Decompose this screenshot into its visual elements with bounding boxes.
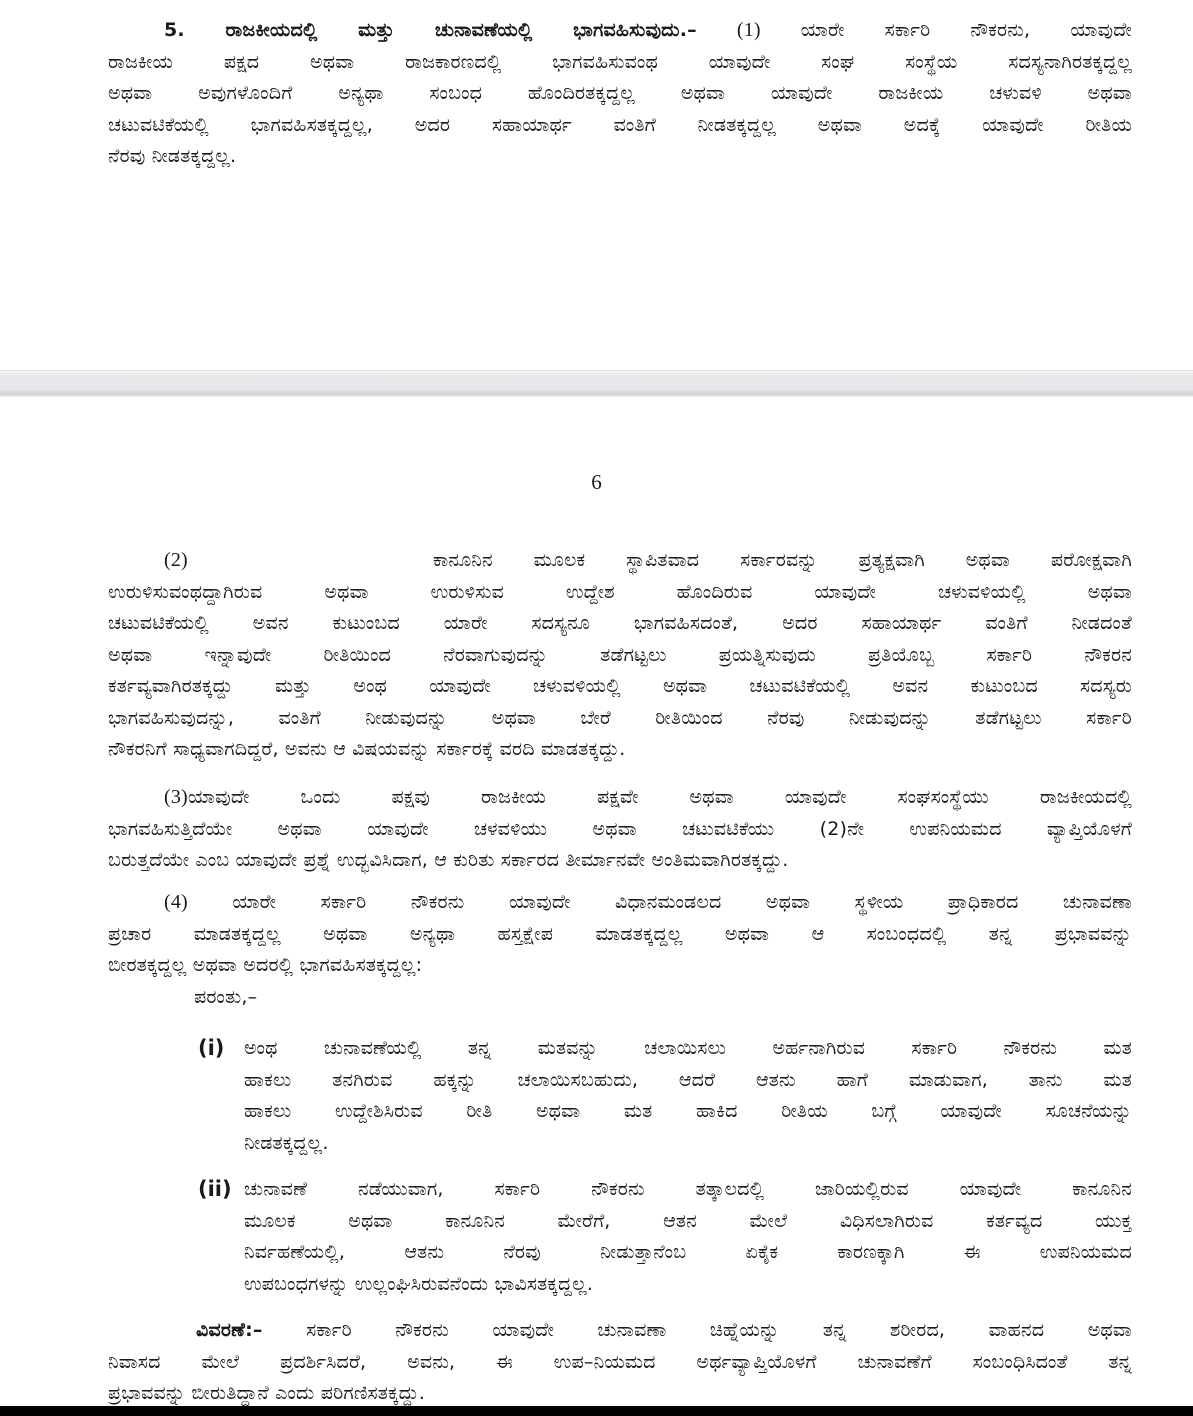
- subclause-number: (2): [164, 549, 188, 571]
- explanation-first-line: [108, 1315, 1132, 1347]
- text-line: ಭಾಗವಹಿಸುವುದನ್ನು, ವಂತಿಗೆ ನೀಡುವುದನ್ನು ಅಥವಾ ಬೇರೆ ರೀತಿಯಿಂದ ನೆರವು ನೀಡುವುದನ್ನು ತಡೆಗಟ್ಟಲು ಸರ್ಕಾರಿ: [108, 706, 1132, 729]
- text-line: ರಾಜಕೀಯ ಪಕ್ಷದ ಅಥವಾ ರಾಜಕಾರಣದಲ್ಲಿ ಭಾಗವಹಿಸುವಂಥ ಯಾವುದೇ ಸಂಘ ಸಂಸ್ಥೆಯ ಸದಸ್ಯನಾಗಿರತಕ್ಕದ್ದಲ್ಲ: [108, 50, 1132, 73]
- text-line: ಚಟುವಟಿಕೆಯಲ್ಲಿ ಭಾಗವಹಿಸತಕ್ಕದ್ದಲ್ಲ, ಅದರ ಸಹಾಯಾರ್ಥ ವಂತಿಗೆ ನೀಡತಕ್ಕದ್ದಲ್ಲ ಅಥವಾ ಅದಕ್ಕೆ ಯಾವುದೇ ರೀತಿಯ: [108, 113, 1132, 136]
- text-line: ಕರ್ತವ್ಯವಾಗಿರತಕ್ಕದ್ದು ಮತ್ತು ಅಂಥ ಯಾವುದೇ ಚಳುವಳಿಯಲ್ಲಿ ಅಥವಾ ಚಟುವಟಿಕೆಯಲ್ಲಿ ಅವನ ಕುಟುಂಬದ ಸದಸ್ಯರು: [108, 675, 1132, 697]
- text-line: ನಿರ್ವಹಣೆಯಲ್ಲಿ, ಆತನು ನೆರವು ನೀಡುತ್ತಾನೆಂಬ ಏಕೈಕ ಕಾರಣಕ್ಕಾಗಿ ಈ ಉಪನಿಯಮದ: [244, 1241, 1132, 1263]
- text-line: ಯಾರೇ ಸರ್ಕಾರಿ ನೌಕರನು, ಯಾವುದೇ: [800, 19, 1132, 41]
- document-page-6: [0, 397, 1193, 1406]
- proviso-number: (ii): [198, 1177, 232, 1201]
- proviso-label: ಪರಂತು,–: [194, 985, 258, 1008]
- text-line: ಮೂಲಕ ಅಥವಾ ಕಾನೂನಿನ ಮೇರೆಗೆ, ಆತನ ಮೇಲೆ ವಿಧಿಸಲಾಗಿರುವ ಕರ್ತವ್ಯದ ಯುಕ್ತ: [244, 1209, 1132, 1232]
- text-line: ನೌಕರನಿಗೆ ಸಾಧ್ಯವಾಗದಿದ್ದರೆ, ಅವನು ಆ ವಿಷಯವನ್ನು ಸರ್ಕಾರಕ್ಕೆ ವರದಿ ಮಾಡತಕ್ಕದ್ದು.: [108, 738, 626, 760]
- text-line: ಅಥವಾ ಇನ್ನಾವುದೇ ರೀತಿಯಿಂದ ನೆರವಾಗುವುದನ್ನು ತಡೆಗಟ್ಟಲು ಪ್ರಯತ್ನಿಸುವುದು ಪ್ರತಿಯೊಬ್ಬ ಸರ್ಕಾರಿ ನೌಕರನ: [108, 643, 1132, 666]
- text-line: ಸರ್ಕಾರಿ ನೌಕರನು ಯಾವುದೇ ಚುನಾವಣಾ ಚಿಹ್ನೆಯನ್ನು ತನ್ನ ಶರೀರದ, ವಾಹನದ ಅಥವಾ: [306, 1319, 1132, 1341]
- rule-5-first-line: [108, 15, 1132, 47]
- document-page-5: [0, 0, 1193, 370]
- page-separator: [0, 370, 1193, 397]
- text-line: ನಿವಾಸದ ಮೇಲೆ ಪ್ರದರ್ಶಿಸಿದರೆ, ಅವನು, ಈ ಉಪ–ನಿಯಮದ ಅರ್ಥವ್ಯಾಪ್ತಿಯೊಳಗೆ ಚುನಾವಣೆಗೆ ಸಂಬಂಧಿಸಿದಂತೆ ತನ್ನ: [108, 1350, 1132, 1373]
- rule-5-heading: 5. ರಾಜಕೀಯದಲ್ಲಿ ಮತ್ತು ಚುನಾವಣೆಯಲ್ಲಿ ಭಾಗವಹಿಸುವುದು.–: [164, 19, 697, 41]
- text-line: ಅಂಥ ಚುನಾವಣೆಯಲ್ಲಿ ತನ್ನ ಮತವನ್ನು ಚಲಾಯಿಸಲು ಅರ್ಹನಾಗಿರುವ ಸರ್ಕಾರಿ ನೌಕರನು ಮತ: [244, 1037, 1132, 1059]
- subclause-number: (1): [736, 19, 761, 41]
- text-line: ನೀಡತಕ್ಕದ್ದಲ್ಲ.: [244, 1131, 329, 1154]
- text-line: ಬೀರತಕ್ಕದ್ದಲ್ಲ ಅಥವಾ ಅದರಲ್ಲಿ ಭಾಗವಹಿಸತಕ್ಕದ್ದಲ್ಲ:: [108, 954, 423, 976]
- bottom-edge: [0, 1406, 1193, 1416]
- text-line: ಪ್ರಭಾವವನ್ನು ಬೀರುತಿದ್ದಾನೆ ಎಂದು ಪರಿಗಣಿಸತಕ್ಕದ್ದು.: [108, 1382, 426, 1404]
- subclause-number: (4): [164, 891, 188, 913]
- text-line: ಭಾಗವಹಿಸುತ್ತಿದೆಯೇ ಅಥವಾ ಯಾವುದೇ ಚಳವಳಿಯು ಅಥವಾ ಚಟುವಟಿಕೆಯು (2)ನೇ ಉಪನಿಯಮದ ವ್ಯಾಪ್ತಿಯೊಳಗೆ: [108, 817, 1132, 840]
- text-line: ಬರುತ್ತದೆಯೇ ಎಂಬ ಯಾವುದೇ ಪ್ರಶ್ನೆ ಉದ್ಭವಿಸಿದಾಗ, ಆ ಕುರಿತು ಸರ್ಕಾರದ ತೀರ್ಮಾನವೇ ಅಂತಿಮವಾಗಿರತಕ್ಕದ್ದು.: [108, 849, 789, 871]
- page-number: 6: [591, 470, 602, 494]
- proviso-i: [198, 1033, 1132, 1159]
- text-line: ಉಪಬಂಧಗಳನ್ನು ಉಲ್ಲಂಘಿಸಿರುವನೆಂದು ಭಾವಿಸತಕ್ಕದ್ದಲ್ಲ.: [244, 1272, 594, 1295]
- proviso-number: (i): [198, 1036, 225, 1060]
- text-line: ಚುನಾವಣೆ ನಡೆಯುವಾಗ, ಸರ್ಕಾರಿ ನೌಕರನು ತತ್ಕಾಲದಲ್ಲಿ ಜಾರಿಯಲ್ಲಿರುವ ಯಾವುದೇ ಕಾನೂನಿನ: [244, 1178, 1132, 1200]
- subclause-4-first-line: [108, 887, 1132, 919]
- explanation: [108, 1315, 1132, 1410]
- text-line: ನೆರವು ನೀಡತಕ್ಕದ್ದಲ್ಲ.: [108, 145, 237, 167]
- text-line: ಹಾಕಲು ಉದ್ದೇಶಿಸಿರುವ ರೀತಿ ಅಥವಾ ಮತ ಹಾಕಿದ ರೀತಿಯ ಬಗ್ಗೆ ಯಾವುದೇ ಸೂಚನೆಯನ್ನು: [244, 1100, 1132, 1122]
- explanation-label: ವಿವರಣೆ:–: [196, 1319, 263, 1341]
- text-line: ಯಾವುದೇ ಒಂದು ಪಕ್ಷವು ರಾಜಕೀಯ ಪಕ್ಷವೇ ಅಥವಾ ಯಾವುದೇ ಸಂಘಸಂಸ್ಥೆಯು ರಾಜಕೀಯದಲ್ಲಿ: [187, 786, 1132, 808]
- text-line: ಪ್ರಚಾರ ಮಾಡತಕ್ಕದ್ದಲ್ಲ ಅಥವಾ ಅನ್ಯಥಾ ಹಸ್ತಕ್ಷೇಪ ಮಾಡತಕ್ಕದ್ದಲ್ಲ ಅಥವಾ ಆ ಸಂಬಂಧದಲ್ಲಿ ತನ್ನ ಪ್ರಭಾವವನ್ನು: [108, 922, 1132, 945]
- rule-5-paragraph: [108, 15, 1132, 173]
- text-line: ಯಾರೇ ಸರ್ಕಾರಿ ನೌಕರನು ಯಾವುದೇ ವಿಧಾನಮಂಡಲದ ಅಥವಾ ಸ್ಥಳೀಯ ಪ್ರಾಧಿಕಾರದ ಚುನಾವಣಾ: [232, 891, 1132, 913]
- proviso-ii: [198, 1174, 1132, 1300]
- text-line: ಅಥವಾ ಅವುಗಳೊಂದಿಗೆ ಅನ್ಯಥಾ ಸಂಬಂಧ ಹೊಂದಿರತಕ್ಕದ್ದಲ್ಲ ಅಥವಾ ಯಾವುದೇ ರಾಜಕೀಯ ಚಳುವಳಿ ಅಥವಾ: [108, 82, 1132, 104]
- text-line: ಕಾನೂನಿನ ಮೂಲಕ ಸ್ಥಾಪಿತವಾದ ಸರ್ಕಾರವನ್ನು ಪ್ರತ್ಯಕ್ಷವಾಗಿ ಅಥವಾ ಪರೋಕ್ಷವಾಗಿ: [432, 549, 1133, 571]
- subclause-4: [108, 887, 1132, 1013]
- text-line: ಚಟುವಟಿಕೆಯಲ್ಲಿ ಅವನ ಕುಟುಂಬದ ಯಾರೇ ಸದಸ್ಯನೂ ಭಾಗವಹಿಸದಂತೆ, ಅದರ ಸಹಾಯಾರ್ಥ ವಂತಿಗೆ ನೀಡದಂತೆ: [108, 612, 1132, 634]
- subclause-2-first-line: [108, 545, 1132, 577]
- text-line: ಹಾಕಲು ತನಗಿರುವ ಹಕ್ಕನ್ನು ಚಲಾಯಿಸಬಹುದು, ಆದರೆ ಆತನು ಹಾಗೆ ಮಾಡುವಾಗ, ತಾನು ಮತ: [244, 1068, 1132, 1091]
- subclause-2: [108, 545, 1132, 766]
- subclause-3-first-line: [108, 782, 1132, 814]
- text-line: ಉರುಳಿಸುವಂಥದ್ದಾಗಿರುವ ಅಥವಾ ಉರುಳಿಸುವ ಉದ್ದೇಶ ಹೊಂದಿರುವ ಯಾವುದೇ ಚಳುವಳಿಯಲ್ಲಿ ಅಥವಾ: [108, 580, 1132, 603]
- subclause-3: [108, 782, 1132, 877]
- subclause-number: (3): [164, 786, 188, 808]
